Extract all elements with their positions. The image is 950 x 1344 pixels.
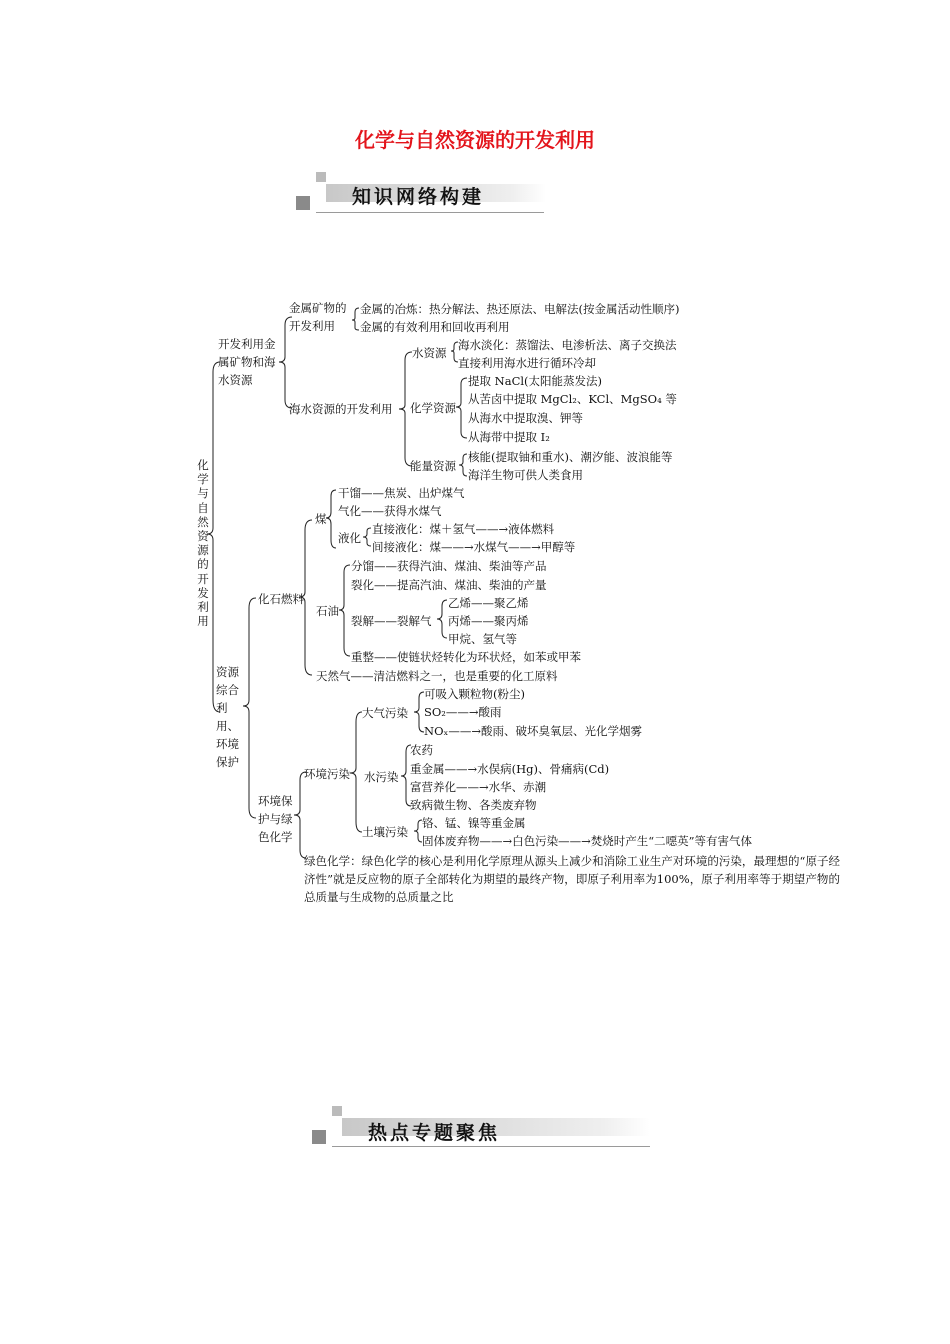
branch-metal-and-seawater: 开发利用金属矿物和海水资源 (218, 337, 276, 387)
leaf-heavy-metals: 重金属——→水俣病(Hg)、骨痛病(Cd) (410, 762, 610, 776)
node-liquefaction: 液化 (338, 531, 361, 545)
node-metal-minerals: 金属矿物的开发利用 (289, 301, 347, 333)
node-petroleum: 石油 (316, 604, 339, 618)
node-chemical-resources: 化学资源 (410, 401, 456, 415)
node-environmental-protection: 环境保护与绿色化学 (258, 794, 293, 844)
leaf-reforming: 重整——使链状烃转化为环状烃，如苯或甲苯 (351, 650, 581, 664)
node-coal: 煤 (315, 512, 327, 526)
leaf-direct-liquefaction: 直接液化：煤＋氢气——→液体燃料 (372, 522, 555, 536)
page-title: 化学与自然资源的开发利用 (355, 128, 595, 152)
leaf-pyrolysis: 裂解——裂解气 (351, 614, 432, 628)
node-seawater-resources: 海水资源的开发利用 (289, 402, 393, 416)
node-green-chemistry: 绿色化学：绿色化学的核心是利用化学原理从源头上减少和消除工业生产对环境的污染，最理想的“原子经济性”就是反应物的原子全部转化为期望的最终产物，即原子利用率为100%，原子利用率等于期望产物的总质量与生成物的总质量之比 (304, 854, 840, 904)
leaf-indirect-liquefaction: 间接液化：煤——→水煤气——→甲醇等 (372, 540, 576, 554)
leaf-mgcl2: 从苦卤中提取 MgCl₂、KCl、MgSO₄ 等 (468, 392, 677, 406)
leaf-methane-hydrogen: 甲烷、氢气等 (448, 632, 517, 646)
leaf-bromine: 从海水中提取溴、钾等 (468, 411, 583, 425)
leaf-cracking: 裂化——提高汽油、煤油、柴油的产量 (351, 578, 547, 592)
leaf-marine-food: 海洋生物可供人类食用 (468, 468, 583, 482)
banner-title: 知识网络构建 (352, 186, 485, 208)
leaf-metal-recycling: 金属的有效利用和回收再利用 (360, 320, 510, 334)
node-environmental-pollution: 环境污染 (304, 767, 350, 781)
branch-comprehensive-use: 资源综合利用、环境保护 (216, 665, 239, 769)
leaf-natural-gas: 天然气——清洁燃料之一，也是重要的化工原料 (316, 669, 558, 683)
node-fossil-fuels: 化石燃料 (258, 592, 304, 606)
leaf-dry-distillation: 干馏——焦炭、出炉煤气 (338, 486, 465, 500)
leaf-nacl: 提取 NaCl(太阳能蒸发法) (468, 374, 603, 388)
node-soil-pollution: 土壤污染 (362, 825, 408, 839)
leaf-soil-heavy-metals: 铬、锰、镍等重金属 (422, 816, 526, 830)
leaf-solid-waste: 固体废弃物——→白色污染——→焚烧时产生“二噁英”等有害气体 (422, 834, 753, 848)
node-energy-resources: 能量资源 (410, 459, 456, 473)
leaf-pesticides: 农药 (410, 743, 433, 757)
leaf-nox: NOₓ——→酸雨、破坏臭氧层、光化学烟雾 (424, 724, 642, 738)
node-water-pollution: 水污染 (364, 770, 399, 784)
leaf-nuclear-tidal: 核能(提取铀和重水)、潮汐能、波浪能等 (468, 450, 673, 464)
leaf-ethylene: 乙烯——聚乙烯 (448, 596, 529, 610)
leaf-fractionation: 分馏——获得汽油、煤油、柴油等产品 (351, 559, 547, 573)
leaf-eutrophication: 富营养化——→水华、赤潮 (410, 780, 547, 794)
node-water-resources: 水资源 (412, 346, 447, 360)
map-root-label: 化学与自然资源的开发利用 (197, 458, 209, 629)
leaf-iodine: 从海带中提取 I₂ (468, 430, 550, 444)
leaf-particulates: 可吸入颗粒物(粉尘) (424, 687, 525, 701)
leaf-pathogens: 致病微生物、各类废弃物 (410, 798, 537, 812)
node-air-pollution: 大气污染 (362, 706, 408, 720)
leaf-propylene: 丙烯——聚丙烯 (448, 614, 529, 628)
leaf-gasification: 气化——获得水煤气 (338, 504, 442, 518)
leaf-cooling: 直接利用海水进行循环冷却 (458, 356, 596, 370)
leaf-so2: SO₂——→酸雨 (424, 705, 502, 719)
leaf-metal-smelting: 金属的冶炼：热分解法、热还原法、电解法(按金属活动性顺序) (360, 302, 680, 316)
banner-title: 热点专题聚焦 (368, 1122, 501, 1144)
leaf-desalination: 海水淡化：蒸馏法、电渗析法、离子交换法 (458, 338, 677, 352)
